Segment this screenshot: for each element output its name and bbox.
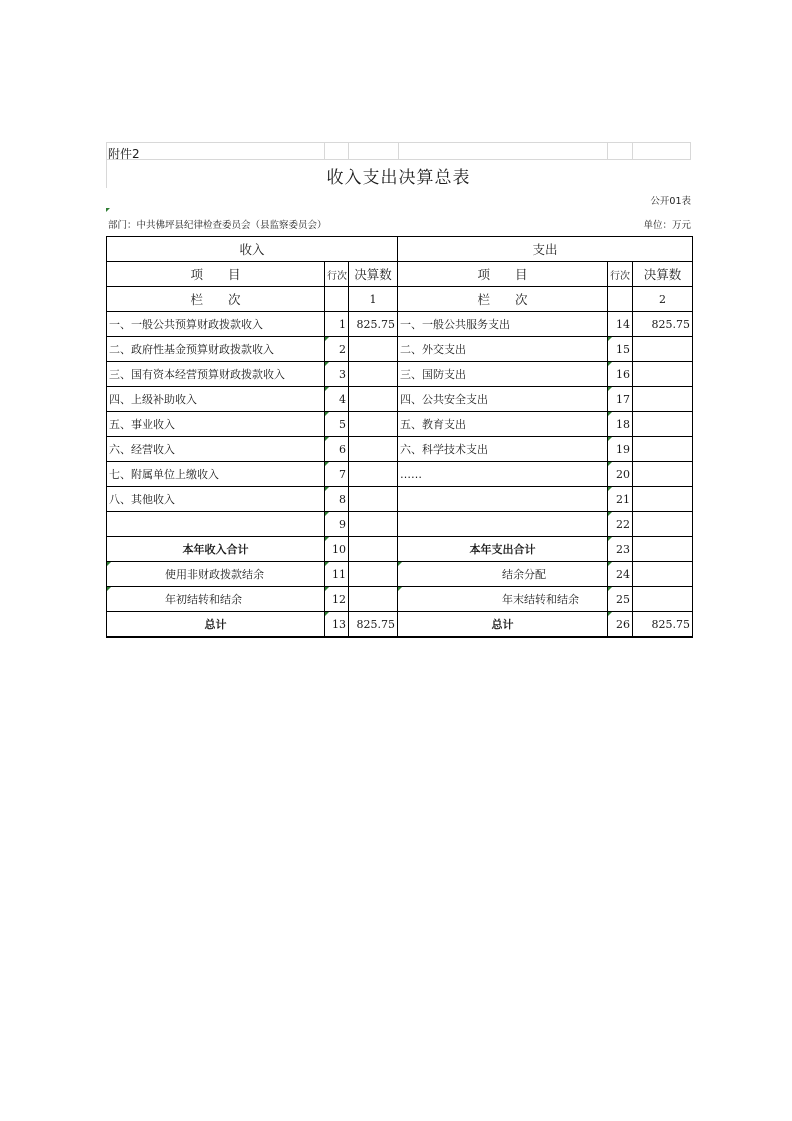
income-column-label: 栏 次	[107, 287, 325, 312]
expense-amount: 825.75	[633, 312, 693, 337]
unit-label: 单位：万元	[643, 220, 691, 231]
carryover-row	[107, 587, 693, 612]
expense-item-header: 项 目	[398, 262, 608, 287]
income-item: 二、政府性基金预算财政拨款收入	[107, 337, 325, 362]
attachment-label: 附件2	[108, 147, 140, 161]
expense-item: 五、教育支出	[398, 412, 608, 437]
column-header-row	[107, 262, 693, 287]
expense-column-label: 栏 次	[398, 287, 608, 312]
expense-item: 一、一般公共服务支出	[398, 312, 608, 337]
income-item: 六、经营收入	[107, 437, 325, 462]
expense-amount	[633, 362, 693, 387]
balance-distribution-amount	[633, 562, 693, 587]
expense-amount-header: 决算数	[633, 262, 693, 287]
beginning-balance-label: 年初结转和结余	[107, 587, 325, 612]
expense-amount	[633, 512, 693, 537]
table-row	[107, 462, 693, 487]
expense-row-no: 21	[608, 487, 633, 512]
table-row	[107, 337, 693, 362]
expense-amount	[633, 462, 693, 487]
income-amount	[349, 362, 398, 387]
income-item: 八、其他收入	[107, 487, 325, 512]
expense-row-no: 17	[608, 387, 633, 412]
income-amount	[349, 437, 398, 462]
balance-usage-row	[107, 562, 693, 587]
income-grand-total-label: 总计	[107, 612, 325, 638]
expense-grand-total-amount: 825.75	[633, 612, 693, 638]
table-section-header-row	[107, 237, 693, 262]
income-column-number: 1	[349, 287, 398, 312]
expense-row-no: 18	[608, 412, 633, 437]
beginning-balance-no: 12	[325, 587, 349, 612]
expense-amount	[633, 487, 693, 512]
year-expense-total-amount	[633, 537, 693, 562]
income-item: 一、一般公共预算财政拨款收入	[107, 312, 325, 337]
income-row-no: 1	[325, 312, 349, 337]
year-income-total-no: 10	[325, 537, 349, 562]
non-fiscal-balance-amount	[349, 562, 398, 587]
ending-balance-amount	[633, 587, 693, 612]
income-amount	[349, 487, 398, 512]
income-row-no: 8	[325, 487, 349, 512]
income-item: 三、国有资本经营预算财政拨款收入	[107, 362, 325, 387]
income-amount	[349, 512, 398, 537]
income-item: 七、附属单位上缴收入	[107, 462, 325, 487]
income-amount-header: 决算数	[349, 262, 398, 287]
expense-grand-total-no: 26	[608, 612, 633, 638]
expense-item: 六、科学技术支出	[398, 437, 608, 462]
expense-column-blank	[608, 287, 633, 312]
cell-marker	[106, 208, 110, 212]
table-row	[107, 312, 693, 337]
table-row	[107, 387, 693, 412]
table-row	[107, 487, 693, 512]
year-expense-total-no: 23	[608, 537, 633, 562]
expense-row-no: 20	[608, 462, 633, 487]
income-amount	[349, 412, 398, 437]
expense-item: 三、国防支出	[398, 362, 608, 387]
income-amount: 825.75	[349, 312, 398, 337]
expense-row-no-header: 行次	[608, 262, 633, 287]
income-item-header: 项 目	[107, 262, 325, 287]
income-section-header: 收入	[107, 237, 398, 262]
income-row-no: 4	[325, 387, 349, 412]
ending-balance-no: 25	[608, 587, 633, 612]
income-row-no: 2	[325, 337, 349, 362]
balance-distribution-label: 结余分配	[398, 562, 608, 587]
expense-amount	[633, 412, 693, 437]
income-item	[107, 512, 325, 537]
table-row	[107, 512, 693, 537]
column-number-row	[107, 287, 693, 312]
income-column-blank	[325, 287, 349, 312]
expense-amount	[633, 437, 693, 462]
expense-grand-total-label: 总计	[398, 612, 608, 638]
income-amount	[349, 462, 398, 487]
income-item: 五、事业收入	[107, 412, 325, 437]
expense-item: 四、公共安全支出	[398, 387, 608, 412]
expense-item: 二、外交支出	[398, 337, 608, 362]
expense-item	[398, 512, 608, 537]
expense-row-no: 14	[608, 312, 633, 337]
income-row-no: 3	[325, 362, 349, 387]
table-row	[107, 362, 693, 387]
income-amount	[349, 337, 398, 362]
year-total-row	[107, 537, 693, 562]
expense-row-no: 16	[608, 362, 633, 387]
income-amount	[349, 387, 398, 412]
expense-item: ……	[398, 462, 608, 487]
beginning-balance-amount	[349, 587, 398, 612]
page-title: 收入支出决算总表	[326, 168, 471, 188]
table-row	[107, 437, 693, 462]
income-row-no: 9	[325, 512, 349, 537]
expense-column-number: 2	[633, 287, 693, 312]
expense-row-no: 22	[608, 512, 633, 537]
expense-section-header: 支出	[398, 237, 693, 262]
expense-item	[398, 487, 608, 512]
income-expense-table	[106, 236, 693, 638]
balance-distribution-no: 24	[608, 562, 633, 587]
department-label: 部门：中共佛坪县纪律检查委员会（县监察委员会）	[108, 220, 327, 231]
table-row	[107, 412, 693, 437]
expense-row-no: 19	[608, 437, 633, 462]
income-row-no: 5	[325, 412, 349, 437]
income-row-no: 6	[325, 437, 349, 462]
non-fiscal-balance-no: 11	[325, 562, 349, 587]
expense-amount	[633, 387, 693, 412]
expense-amount	[633, 337, 693, 362]
income-row-no: 7	[325, 462, 349, 487]
grand-total-row	[107, 612, 693, 638]
income-grand-total-amount: 825.75	[349, 612, 398, 638]
form-number: 公开01表	[650, 196, 691, 207]
year-income-total-label: 本年收入合计	[107, 537, 325, 562]
income-row-no-header: 行次	[325, 262, 349, 287]
year-expense-total-label: 本年支出合计	[398, 537, 608, 562]
income-grand-total-no: 13	[325, 612, 349, 638]
income-item: 四、上级补助收入	[107, 387, 325, 412]
non-fiscal-balance-label: 使用非财政拨款结余	[107, 562, 325, 587]
expense-row-no: 15	[608, 337, 633, 362]
ending-balance-label: 年末结转和结余	[398, 587, 608, 612]
year-income-total-amount	[349, 537, 398, 562]
